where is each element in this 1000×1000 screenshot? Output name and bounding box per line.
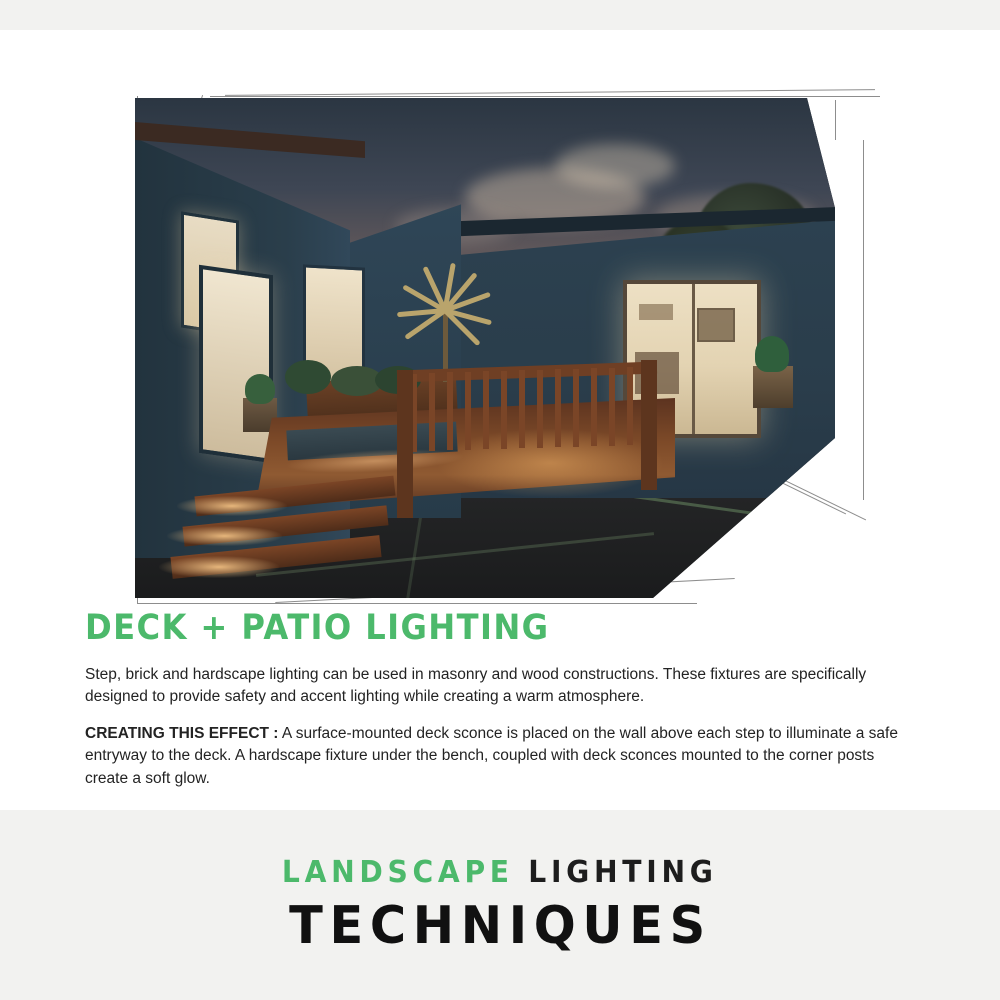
- railing-baluster: [609, 368, 615, 446]
- railing-baluster: [555, 369, 561, 447]
- railing-baluster: [501, 371, 507, 449]
- railing-baluster: [519, 370, 525, 448]
- night-scene-render: [135, 98, 835, 598]
- guide-line-bottom: [137, 603, 697, 604]
- railing-corner-post: [641, 360, 657, 490]
- railing-corner-post: [397, 370, 413, 518]
- palm-plant: [403, 258, 493, 368]
- cloud: [555, 144, 675, 188]
- potted-plant: [245, 374, 275, 404]
- railing-baluster: [573, 369, 579, 447]
- step-sconce-glow: [167, 526, 282, 546]
- door-mullion: [692, 284, 695, 434]
- text-content: [85, 608, 915, 804]
- footer-branding: [0, 810, 1000, 1000]
- door-left: [199, 265, 273, 463]
- footer-word-landscape: LANDSCAPE: [282, 854, 515, 890]
- step-sconce-glow: [159, 556, 279, 578]
- intro-paragraph: Step, brick and hardscape lighting can be used in masonry and wood constructions. These fixtures are specifically designed to provide safety and accent lighting while creating a warm atmosphere.: [85, 666, 867, 706]
- illustration-container: [135, 70, 865, 600]
- effect-description: A surface-mounted deck sconce is placed on the wall above each step to illuminate a safe entryway to the deck. A hardscape fixture under the bench, coupled with deck sconces mounted to the corner posts create a soft glow.: [85, 724, 898, 787]
- footer-title-line-2: TECHNIQUES: [288, 895, 712, 956]
- railing-baluster: [447, 372, 453, 450]
- guide-line-top-secondary: [225, 89, 875, 96]
- interior-artwork: [697, 308, 735, 342]
- effect-paragraph: [85, 723, 911, 790]
- guide-line-top: [210, 96, 880, 97]
- railing-baluster: [591, 368, 597, 446]
- shrub: [285, 360, 331, 394]
- guide-line-vertical-right-top: [835, 100, 836, 140]
- interior-shelf: [639, 304, 673, 320]
- railing-baluster: [537, 370, 543, 448]
- step-sconce-glow: [177, 496, 287, 516]
- railing-baluster: [465, 372, 471, 450]
- footer-title-line-1: [282, 855, 718, 890]
- deck-railing: [397, 366, 657, 496]
- footer-word-lighting: LIGHTING: [528, 854, 718, 890]
- planter-pot: [753, 366, 793, 408]
- railing-baluster: [429, 373, 435, 451]
- content-card: [0, 30, 1000, 810]
- guide-line-vertical-right: [863, 140, 864, 500]
- potted-plant: [755, 336, 789, 372]
- page-title: DECK + PATIO LIGHTING: [85, 608, 550, 648]
- railing-baluster: [627, 367, 633, 445]
- railing-baluster: [483, 371, 489, 449]
- effect-label: CREATING THIS EFFECT :: [85, 724, 279, 742]
